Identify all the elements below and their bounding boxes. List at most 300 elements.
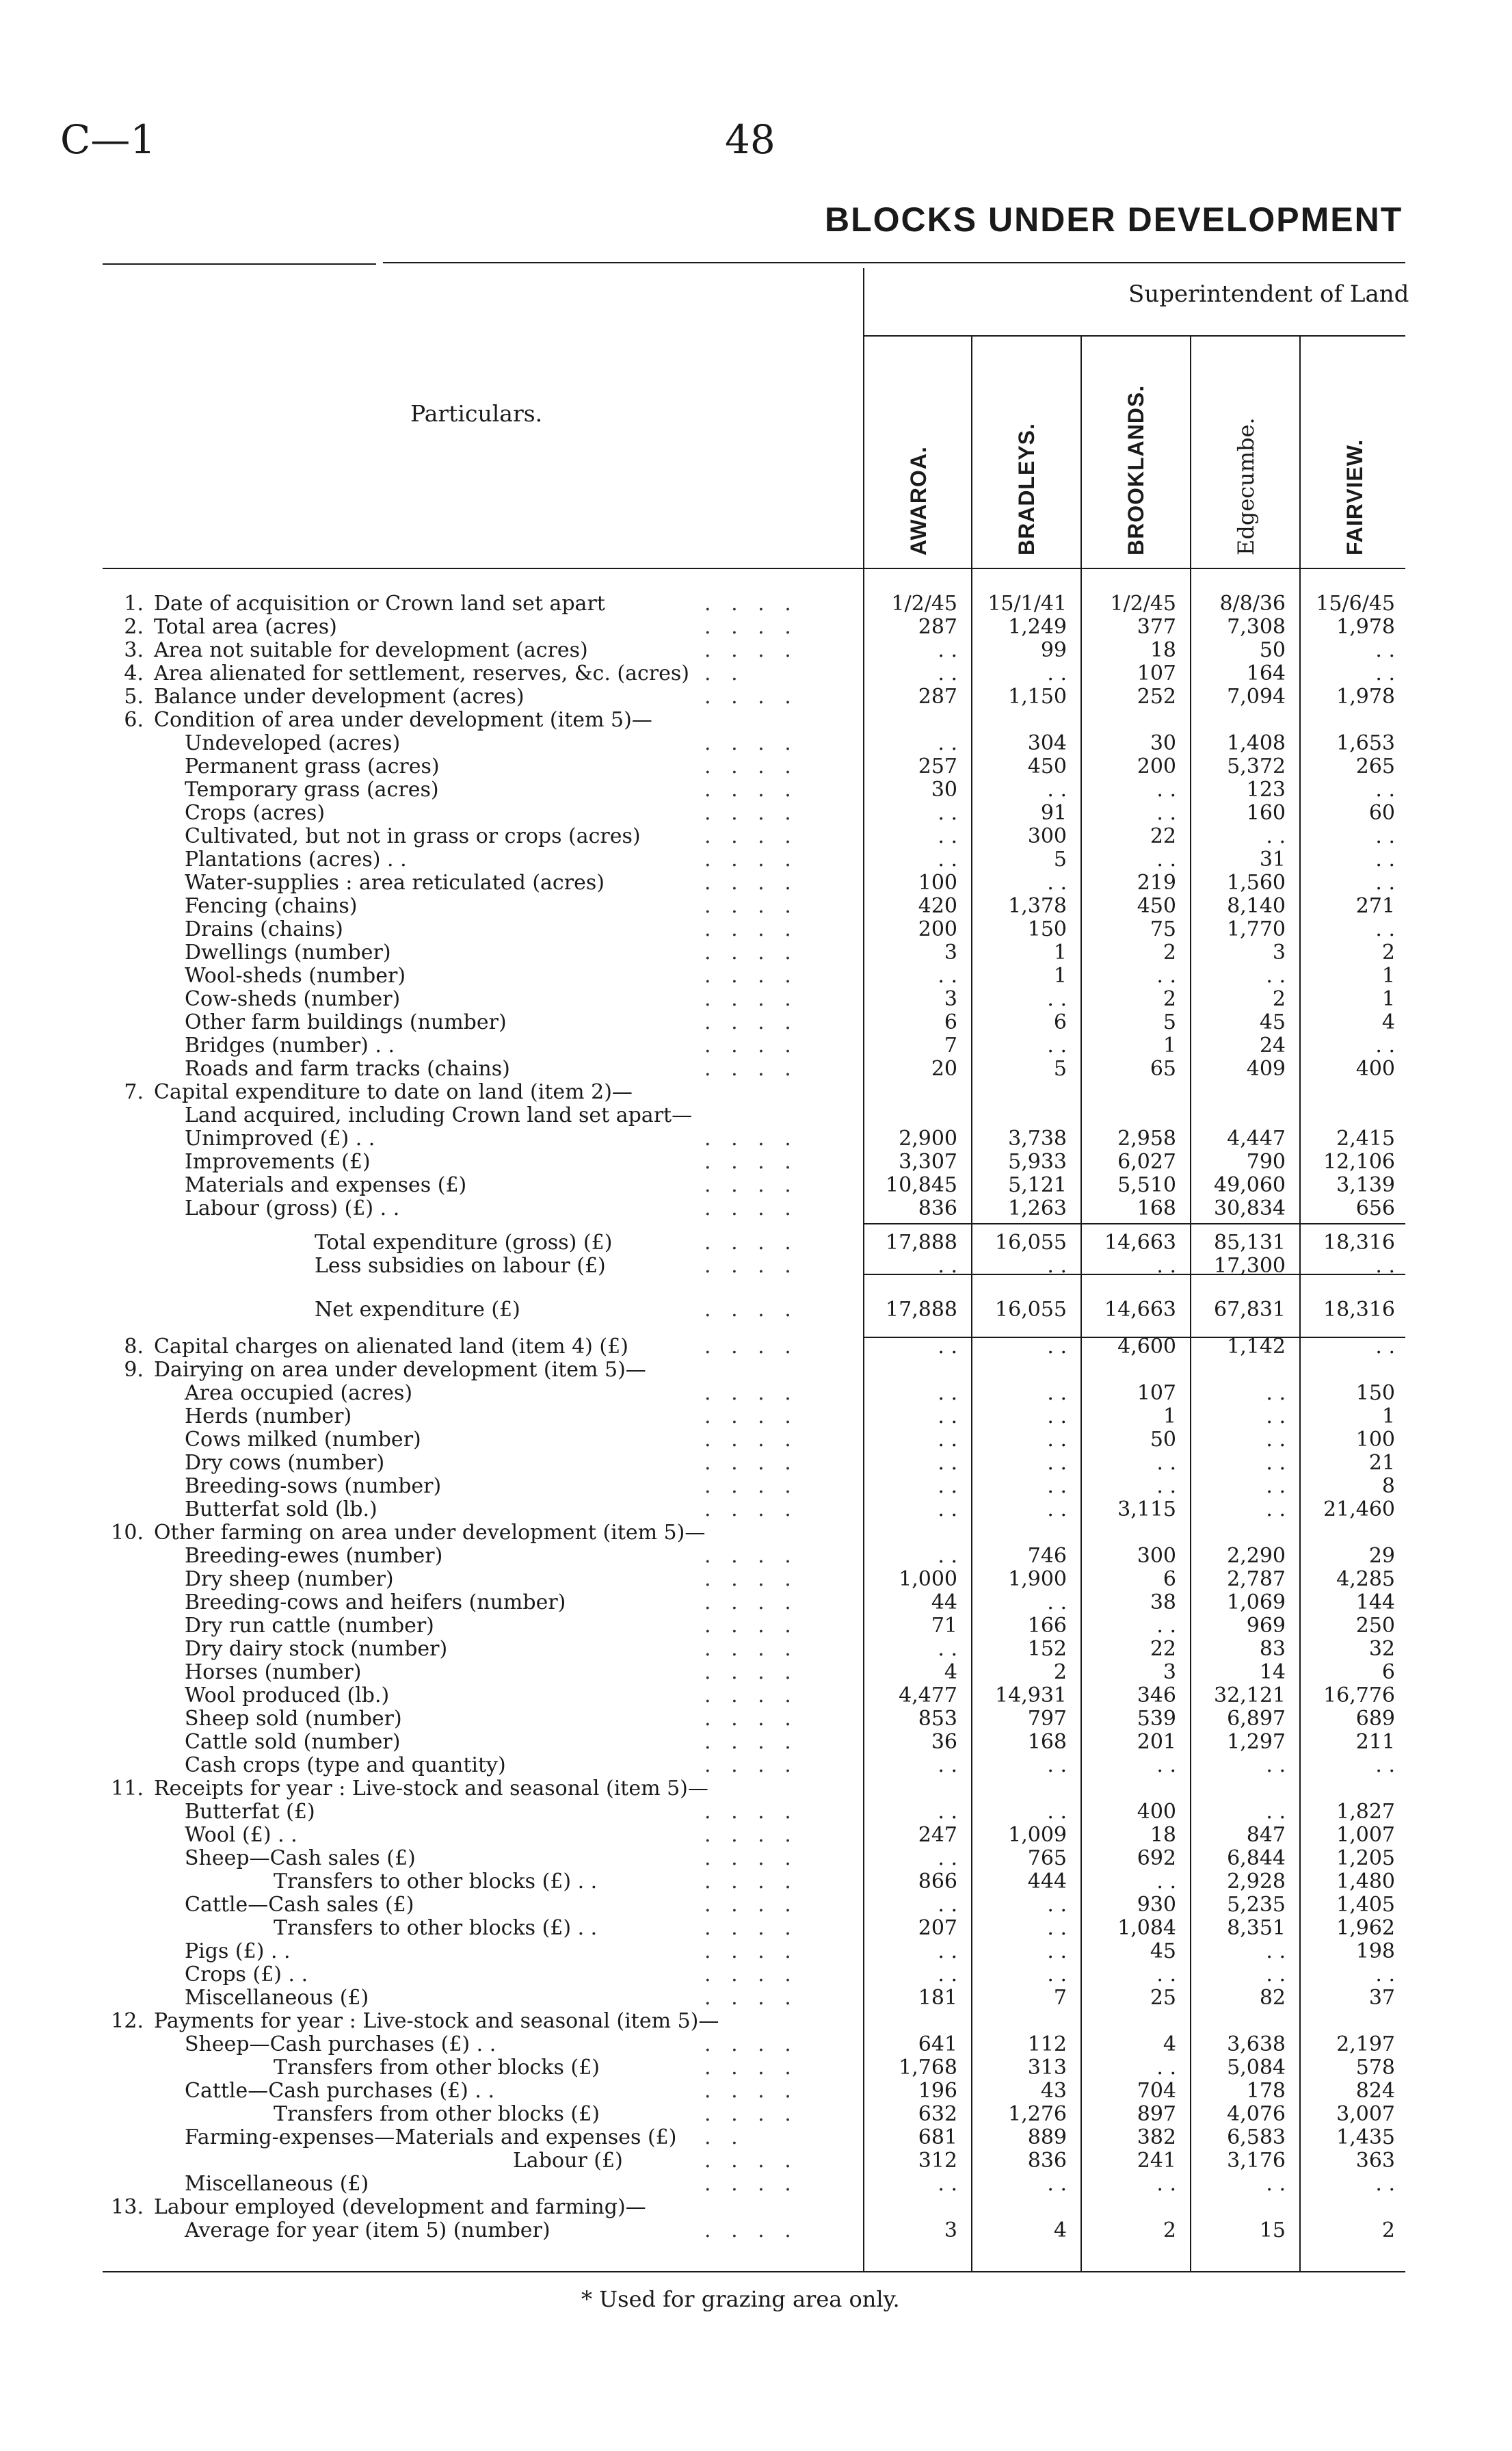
- table-row: [0, 592, 1512, 616]
- table-cell: 91: [1040, 801, 1067, 825]
- table-cell: . .: [1156, 964, 1176, 988]
- table-cell: 99: [1040, 638, 1067, 662]
- row-label: Wool produced (lb.): [185, 1683, 390, 1707]
- table-cell: . .: [1375, 1254, 1395, 1278]
- table-cell: . .: [938, 1939, 957, 1963]
- table-row: [0, 2173, 1512, 2196]
- particulars-header: Particulars.: [410, 400, 543, 427]
- row-label: Capital expenditure to date on land (item 2)—: [154, 1080, 633, 1104]
- row-number: 13.: [111, 2195, 144, 2219]
- table-cell: . .: [938, 1753, 957, 1777]
- table-cell: 17,888: [886, 1298, 957, 1322]
- table-cell: . .: [938, 1474, 957, 1498]
- column-header-rule: [103, 568, 1405, 569]
- row-label: Breeding-sows (number): [185, 1474, 442, 1498]
- table-cell: 400: [1137, 1800, 1176, 1824]
- leader-dots: . . . .: [704, 1231, 798, 1255]
- table-row: [0, 1545, 1512, 1568]
- table-cell: 30: [1150, 731, 1176, 755]
- table-row: [0, 1151, 1512, 1174]
- table-cell: 287: [918, 685, 957, 709]
- leader-dots: . . . .: [704, 638, 798, 662]
- table-cell: . .: [1047, 1335, 1067, 1359]
- table-cell: 22: [1150, 1637, 1176, 1661]
- table-cell: . .: [938, 731, 957, 755]
- row-label: Dry dairy stock (number): [185, 1637, 448, 1661]
- row-label: Transfers to other blocks (£) . .: [274, 1916, 598, 1940]
- table-cell: . .: [938, 1497, 957, 1521]
- table-row: [0, 1382, 1512, 1405]
- table-cell: 2,290: [1227, 1544, 1286, 1568]
- table-cell: 6: [1381, 1660, 1395, 1684]
- table-cell: 144: [1355, 1590, 1395, 1614]
- table-cell: 3,115: [1117, 1497, 1176, 1521]
- table-cell: 5,084: [1227, 2056, 1286, 2080]
- table-cell: 16,055: [995, 1231, 1067, 1255]
- table-cell: 5: [1163, 1010, 1176, 1034]
- table-cell: 17,888: [886, 1231, 957, 1255]
- row-label: Breeding-cows and heifers (number): [185, 1590, 566, 1614]
- row-label: Breeding-ewes (number): [185, 1544, 443, 1568]
- table-cell: . .: [1156, 1474, 1176, 1498]
- leader-dots: . . . .: [704, 2102, 798, 2126]
- table-cell: . .: [938, 2172, 957, 2196]
- table-cell: 50: [1150, 1428, 1176, 1452]
- table-cell: 6,583: [1227, 2125, 1286, 2149]
- row-label: Cultivated, but not in grass or crops (acres): [185, 824, 641, 848]
- table-cell: 8: [1381, 1474, 1395, 1498]
- table-cell: 201: [1137, 1730, 1176, 1754]
- leader-dots: . . . .: [704, 1753, 798, 1777]
- table-row: [0, 1359, 1512, 1382]
- table-cell: 21: [1368, 1451, 1395, 1475]
- table-cell: . .: [1047, 1963, 1067, 1987]
- table-cell: 1,205: [1336, 1846, 1395, 1870]
- table-cell: . .: [1156, 1870, 1176, 1893]
- table-cell: . .: [1047, 778, 1067, 802]
- table-cell: . .: [1047, 987, 1067, 1011]
- table-cell: 21,460: [1323, 1497, 1395, 1521]
- table-cell: 49,060: [1214, 1173, 1286, 1197]
- table-cell: . .: [1047, 1590, 1067, 1614]
- table-cell: . .: [1156, 778, 1176, 802]
- row-label: Cattle sold (number): [185, 1730, 401, 1754]
- leader-dots: . . . .: [704, 1150, 798, 1174]
- table-row: [0, 1940, 1512, 1963]
- row-label: Improvements (£): [185, 1150, 371, 1174]
- table-cell: 836: [918, 1196, 957, 1220]
- leader-dots: . . . .: [704, 1298, 798, 1322]
- leader-dots: . .: [704, 2125, 745, 2149]
- table-cell: . .: [1266, 1451, 1286, 1475]
- table-cell: 15/1/41: [987, 592, 1067, 616]
- table-cell: 44: [931, 1590, 957, 1614]
- table-cell: 3,139: [1336, 1173, 1395, 1197]
- table-cell: 250: [1355, 1614, 1395, 1638]
- table-cell: 2: [1163, 2218, 1176, 2242]
- leader-dots: . . . .: [704, 1196, 798, 1220]
- table-cell: . .: [1266, 2172, 1286, 2196]
- table-row: [0, 941, 1512, 965]
- table-cell: 12,106: [1323, 1150, 1395, 1174]
- table-cell: 3,007: [1336, 2102, 1395, 2126]
- table-cell: . .: [1047, 1800, 1067, 1824]
- table-row: [0, 778, 1512, 802]
- table-cell: . .: [1375, 1335, 1395, 1359]
- table-cell: 2: [1381, 941, 1395, 965]
- table-cell: 5: [1053, 1057, 1067, 1081]
- table-cell: 1,150: [1008, 685, 1067, 709]
- table-cell: 168: [1137, 1196, 1176, 1220]
- table-cell: 65: [1150, 1057, 1176, 1081]
- row-label: Dry run cattle (number): [185, 1614, 434, 1638]
- total-rule-top: [863, 1223, 1405, 1224]
- table-cell: 1,142: [1227, 1335, 1286, 1359]
- table-cell: 30: [931, 778, 957, 802]
- bottom-rule: [103, 2271, 1405, 2272]
- table-cell: 897: [1137, 2102, 1176, 2126]
- table-cell: 866: [918, 1870, 957, 1893]
- table-cell: . .: [1047, 1474, 1067, 1498]
- table-cell: . .: [938, 1404, 957, 1428]
- leader-dots: . . . .: [704, 1173, 798, 1197]
- table-cell: 150: [1027, 917, 1067, 941]
- table-cell: 30,834: [1214, 1196, 1286, 1220]
- row-label: Net expenditure (£): [315, 1298, 520, 1322]
- table-cell: 5,510: [1117, 1173, 1176, 1197]
- table-cell: 8,351: [1227, 1916, 1286, 1940]
- leader-dots: . . . .: [704, 1963, 798, 1987]
- table-row: [0, 1963, 1512, 1987]
- table-row: [0, 1197, 1512, 1220]
- table-row: [0, 2033, 1512, 2056]
- table-cell: 1,378: [1008, 894, 1067, 918]
- row-label: Less subsidies on labour (£): [315, 1254, 606, 1278]
- leader-dots: . . . .: [704, 685, 798, 709]
- leader-dots: . . . .: [704, 592, 798, 616]
- row-label: Dry sheep (number): [185, 1567, 394, 1591]
- table-cell: 107: [1137, 1381, 1176, 1405]
- table-cell: 5,933: [1008, 1150, 1067, 1174]
- table-cell: 200: [918, 917, 957, 941]
- row-label: Sheep—Cash sales (£): [185, 1846, 416, 1870]
- table-cell: 3: [944, 941, 957, 965]
- leader-dots: . . . .: [704, 1730, 798, 1754]
- row-label: Land acquired, including Crown land set apart—: [185, 1103, 693, 1127]
- row-label: Cattle—Cash purchases (£) . .: [185, 2079, 494, 2103]
- table-row: [0, 1777, 1512, 1800]
- leader-dots: . . . .: [704, 2149, 798, 2173]
- table-cell: 4: [1163, 2032, 1176, 2056]
- table-row: [0, 1754, 1512, 1777]
- table-cell: 1,297: [1227, 1730, 1286, 1754]
- row-label: Capital charges on alienated land (item 4) (£): [154, 1335, 628, 1359]
- table-cell: 300: [1137, 1544, 1176, 1568]
- table-cell: 1: [1381, 987, 1395, 1011]
- column-header-brooklands: BROOKLANDS.: [1124, 384, 1148, 555]
- table-cell: 1,009: [1008, 1823, 1067, 1847]
- row-label: Water-supplies : area reticulated (acres): [185, 871, 605, 895]
- table-cell: 450: [1027, 755, 1067, 778]
- table-cell: 18: [1150, 1823, 1176, 1847]
- table-cell: 67,831: [1214, 1298, 1286, 1322]
- row-label: Condition of area under development (item 5)—: [154, 708, 652, 732]
- table-row: [0, 1104, 1512, 1127]
- table-row: [0, 1684, 1512, 1707]
- table-cell: 150: [1355, 1381, 1395, 1405]
- table-cell: . .: [938, 1254, 957, 1278]
- table-cell: . .: [1156, 848, 1176, 871]
- table-cell: 5,121: [1008, 1173, 1067, 1197]
- leader-dots: . . . .: [704, 2056, 798, 2080]
- table-cell: 10,845: [886, 1173, 957, 1197]
- table-cell: 632: [918, 2102, 957, 2126]
- table-cell: 1: [1053, 964, 1067, 988]
- table-row: [0, 965, 1512, 988]
- table-cell: 32: [1368, 1637, 1395, 1661]
- table-cell: 31: [1259, 848, 1286, 871]
- table-cell: 83: [1259, 1637, 1286, 1661]
- table-cell: 450: [1137, 894, 1176, 918]
- table-cell: 1/2/45: [1110, 592, 1176, 616]
- table-cell: 836: [1027, 2149, 1067, 2173]
- row-label: Total expenditure (gross) (£): [315, 1231, 613, 1255]
- table-cell: 4: [944, 1660, 957, 1684]
- table-cell: 100: [1355, 1428, 1395, 1452]
- row-label: Sheep—Cash purchases (£) . .: [185, 2032, 496, 2056]
- table-cell: . .: [1047, 1404, 1067, 1428]
- table-cell: 20: [931, 1057, 957, 1081]
- table-cell: 578: [1355, 2056, 1395, 2080]
- table-cell: . .: [1047, 1939, 1067, 1963]
- leader-dots: . . . .: [704, 941, 798, 965]
- leader-dots: . . . .: [704, 801, 798, 825]
- table-cell: 60: [1368, 801, 1395, 825]
- table-cell: 4,285: [1336, 1567, 1395, 1591]
- table-row: [0, 1917, 1512, 1940]
- table-cell: 43: [1040, 2079, 1067, 2103]
- page-number: 48: [725, 116, 775, 163]
- table-cell: 444: [1027, 1870, 1067, 1893]
- table-cell: . .: [1047, 1428, 1067, 1452]
- table-cell: 247: [918, 1823, 957, 1847]
- leader-dots: . . . .: [704, 871, 798, 895]
- table-cell: 4,600: [1117, 1335, 1176, 1359]
- table-cell: 5: [1053, 848, 1067, 871]
- table-cell: 178: [1246, 2079, 1286, 2103]
- table-row: [0, 1298, 1512, 1322]
- row-label: Labour employed (development and farming)—: [154, 2195, 646, 2219]
- table-cell: . .: [1266, 1474, 1286, 1498]
- page-reference: C—1: [60, 116, 156, 163]
- table-cell: 1,770: [1227, 917, 1286, 941]
- leader-dots: . . . .: [704, 1660, 798, 1684]
- table-row: [0, 1405, 1512, 1428]
- table-cell: 4,076: [1227, 2102, 1286, 2126]
- leader-dots: . . . .: [704, 1823, 798, 1847]
- table-cell: 4: [1053, 2218, 1067, 2242]
- row-label: Unimproved (£) . .: [185, 1127, 375, 1151]
- row-label: Wool (£) . .: [185, 1823, 297, 1847]
- table-cell: . .: [1047, 661, 1067, 685]
- leader-dots: . . . .: [704, 2079, 798, 2103]
- row-label: Labour (£): [513, 2149, 623, 2173]
- table-cell: 198: [1355, 1939, 1395, 1963]
- table-row: [0, 1255, 1512, 1278]
- table-cell: 3: [944, 2218, 957, 2242]
- table-cell: 312: [918, 2149, 957, 2173]
- table-cell: . .: [938, 661, 957, 685]
- table-cell: . .: [1156, 1451, 1176, 1475]
- table-cell: 107: [1137, 661, 1176, 685]
- table-cell: 1,827: [1336, 1800, 1395, 1824]
- table-cell: 2,787: [1227, 1567, 1286, 1591]
- leader-dots: . . . .: [704, 1254, 798, 1278]
- table-cell: . .: [938, 1637, 957, 1661]
- table-cell: . .: [1266, 1428, 1286, 1452]
- table-cell: 681: [918, 2125, 957, 2149]
- table-cell: . .: [1156, 1963, 1176, 1987]
- row-label: Date of acquisition or Crown land set apart: [154, 592, 605, 616]
- table-cell: 2: [1163, 987, 1176, 1011]
- table-cell: 377: [1137, 615, 1176, 639]
- table-cell: 6: [1163, 1567, 1176, 1591]
- table-cell: . .: [938, 848, 957, 871]
- table-cell: 2,415: [1336, 1127, 1395, 1151]
- table-cell: 18,316: [1323, 1231, 1395, 1255]
- leader-dots: . . . .: [704, 1614, 798, 1638]
- table-cell: 3,176: [1227, 2149, 1286, 2173]
- table-cell: 18,316: [1323, 1298, 1395, 1322]
- table-row: [0, 895, 1512, 918]
- leader-dots: . . . .: [704, 1567, 798, 1591]
- table-row: [0, 2056, 1512, 2080]
- leader-dots: . . . .: [704, 1381, 798, 1405]
- table-cell: 1,408: [1227, 731, 1286, 755]
- table-row: [0, 1707, 1512, 1731]
- row-number: 11.: [111, 1777, 144, 1800]
- table-cell: 1,435: [1336, 2125, 1395, 2149]
- row-label: Herds (number): [185, 1404, 352, 1428]
- table-cell: 6,844: [1227, 1846, 1286, 1870]
- table-cell: 692: [1137, 1846, 1176, 1870]
- table-cell: 1,405: [1336, 1893, 1395, 1917]
- table-cell: 257: [918, 755, 957, 778]
- table-cell: 847: [1246, 1823, 1286, 1847]
- row-label: Crops (acres): [185, 801, 326, 825]
- table-cell: 164: [1246, 661, 1286, 685]
- table-cell: . .: [938, 638, 957, 662]
- table-cell: 420: [918, 894, 957, 918]
- table-cell: 271: [1355, 894, 1395, 918]
- table-cell: . .: [1156, 1254, 1176, 1278]
- table-cell: 3,307: [899, 1150, 957, 1174]
- row-label: Cow-sheds (number): [185, 987, 401, 1011]
- table-cell: 1,653: [1336, 731, 1395, 755]
- table-row: [0, 1568, 1512, 1591]
- table-cell: 824: [1355, 2079, 1395, 2103]
- table-cell: 656: [1355, 1196, 1395, 1220]
- table-cell: 2,900: [899, 1127, 957, 1151]
- row-number: 12.: [111, 2009, 144, 2033]
- table-cell: . .: [1375, 848, 1395, 871]
- table-cell: 1: [1163, 1404, 1176, 1428]
- table-cell: . .: [1375, 824, 1395, 848]
- row-label: Horses (number): [185, 1660, 362, 1684]
- table-cell: . .: [1047, 1034, 1067, 1058]
- table-cell: . .: [1047, 871, 1067, 895]
- table-cell: 930: [1137, 1893, 1176, 1917]
- table-row: [0, 1058, 1512, 1081]
- row-label: Plantations (acres) . .: [185, 848, 407, 871]
- table-cell: 36: [931, 1730, 957, 1754]
- table-cell: . .: [1047, 1753, 1067, 1777]
- footnote: * Used for grazing area only.: [581, 2286, 900, 2312]
- table-cell: 1: [1163, 1034, 1176, 1058]
- row-label: Sheep sold (number): [185, 1707, 402, 1731]
- table-cell: 1,000: [899, 1567, 957, 1591]
- table-cell: 241: [1137, 2149, 1176, 2173]
- table-cell: 765: [1027, 1846, 1067, 1870]
- table-cell: 3,738: [1008, 1127, 1067, 1151]
- table-cell: 889: [1027, 2125, 1067, 2149]
- table-cell: 363: [1355, 2149, 1395, 2173]
- table-cell: 1: [1381, 1404, 1395, 1428]
- table-cell: 37: [1368, 1986, 1395, 2010]
- table-cell: . .: [938, 1451, 957, 1475]
- row-label: Payments for year : Live-stock and seasonal (item 5)—: [154, 2009, 719, 2033]
- table-cell: 2,197: [1336, 2032, 1395, 2056]
- row-label: Permanent grass (acres): [185, 755, 440, 778]
- table-row: [0, 616, 1512, 639]
- leader-dots: . . . .: [704, 1451, 798, 1475]
- table-row: [0, 1893, 1512, 1917]
- table-cell: 123: [1246, 778, 1286, 802]
- table-row: [0, 685, 1512, 709]
- page-title: BLOCKS UNDER DEVELOPMENT: [825, 200, 1403, 239]
- table-cell: 8/8/36: [1219, 592, 1286, 616]
- row-label: Dairying on area under development (item 5)—: [154, 1358, 646, 1382]
- row-number: 8.: [124, 1335, 144, 1359]
- leader-dots: . . . .: [704, 731, 798, 755]
- table-cell: 25: [1150, 1986, 1176, 2010]
- table-cell: 1,978: [1336, 615, 1395, 639]
- table-cell: . .: [1156, 2172, 1176, 2196]
- table-cell: 382: [1137, 2125, 1176, 2149]
- leader-dots: . . . .: [704, 1335, 798, 1359]
- table-row: [0, 1428, 1512, 1452]
- leader-dots: . . . .: [704, 824, 798, 848]
- table-cell: 3,638: [1227, 2032, 1286, 2056]
- table-row: [0, 2219, 1512, 2242]
- table-cell: . .: [938, 1846, 957, 1870]
- leader-dots: . . . .: [704, 2218, 798, 2242]
- table-cell: . .: [938, 1800, 957, 1824]
- row-label: Cash crops (type and quantity): [185, 1753, 506, 1777]
- table-cell: 5,235: [1227, 1893, 1286, 1917]
- table-cell: 82: [1259, 1986, 1286, 2010]
- table-cell: 1,276: [1008, 2102, 1067, 2126]
- leader-dots: . . . .: [704, 1127, 798, 1151]
- column-header-awaroa: AWAROA.: [906, 446, 931, 555]
- row-label: Cows milked (number): [185, 1428, 421, 1452]
- table-cell: 969: [1246, 1614, 1286, 1638]
- table-cell: 539: [1137, 1707, 1176, 1731]
- row-label: Drains (chains): [185, 917, 343, 941]
- table-cell: 14,931: [995, 1683, 1067, 1707]
- table-cell: 7,094: [1227, 685, 1286, 709]
- table-row: [0, 2010, 1512, 2033]
